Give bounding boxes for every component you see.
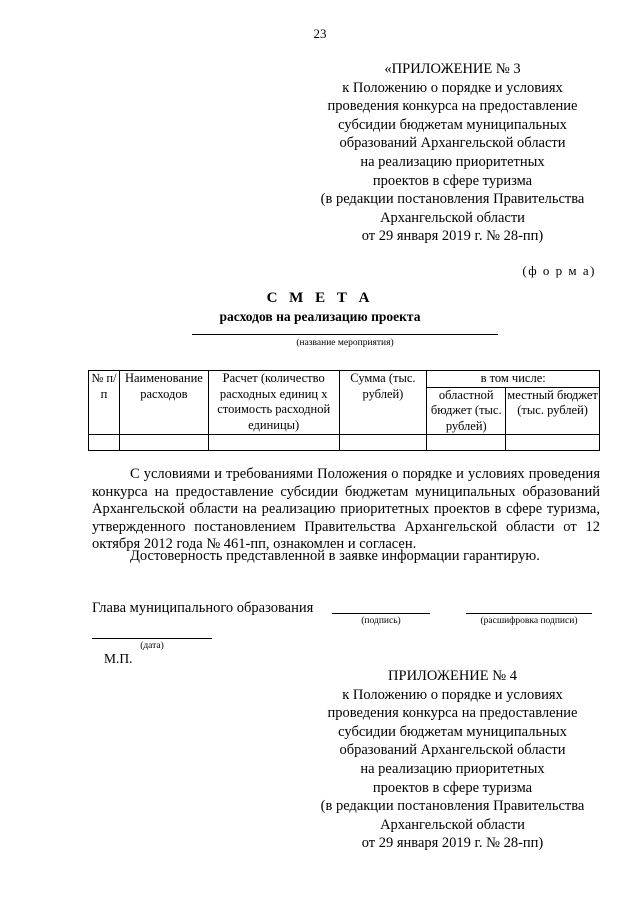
table-cell[interactable] bbox=[89, 435, 120, 451]
appendix-3-line: (в редакции постановления Правительства bbox=[320, 191, 585, 208]
appendix-4-line: проведения конкурса на предоставление bbox=[327, 705, 578, 722]
consent-paragraph: С условиями и требованиями Положения о порядке и условиях проведения конкурса на предоставление субсидии бюджетам муниципальных образований Архангельской области на реализацию приоритетных проектов в сфере туризма, утвержденного постановлением Правительства Архангельской области от 12 октября 2012 года № 461-пп, ознакомлен и согласен. bbox=[92, 466, 600, 553]
appendix-3-line: на реализацию приоритетных bbox=[360, 153, 545, 170]
appendix-3-line: образований Архангельской области bbox=[339, 135, 566, 152]
appendix-3-line: «ПРИЛОЖЕНИЕ № 3 bbox=[384, 61, 521, 77]
header-regional-budget: областной бюджет (тыс. рублей) bbox=[427, 387, 506, 435]
form-label: (ф о р м а) bbox=[522, 263, 596, 278]
event-name-caption: (название мероприятия) bbox=[296, 338, 394, 348]
signature-decode-caption: (расшифровка подписи) bbox=[480, 616, 578, 626]
header-number: № п/п bbox=[89, 371, 120, 435]
table-cell[interactable] bbox=[208, 435, 339, 451]
appendix-3-line: субсидии бюджетам муниципальных bbox=[338, 116, 567, 133]
appendix-4-header bbox=[300, 667, 605, 853]
signature-line[interactable] bbox=[332, 613, 430, 614]
appendix-4-line: от 29 января 2019 г. № 28-пп) bbox=[361, 835, 544, 852]
appendix-3-header bbox=[300, 60, 605, 246]
event-name-line bbox=[192, 334, 498, 335]
appendix-4-line: субсидии бюджетам муниципальных bbox=[338, 723, 567, 740]
date-caption: (дата) bbox=[140, 641, 164, 651]
date-line[interactable] bbox=[92, 638, 212, 639]
appendix-3-line: к Положению о порядке и условиях bbox=[342, 79, 563, 96]
table-cell[interactable] bbox=[119, 435, 208, 451]
appendix-3-line: проектов в сфере туризма bbox=[372, 172, 533, 189]
appendix-4-line: (в редакции постановления Правительства bbox=[320, 798, 585, 815]
appendix-4-line: Архангельской области bbox=[380, 816, 525, 833]
table-cell[interactable] bbox=[506, 435, 600, 451]
page-number: 23 bbox=[313, 26, 327, 41]
head-label: Глава муниципального образования bbox=[92, 600, 314, 616]
stamp-label: М.П. bbox=[104, 651, 133, 666]
table-cell[interactable] bbox=[427, 435, 506, 451]
appendix-3-line: Архангельской области bbox=[380, 209, 525, 226]
estimate-table bbox=[88, 370, 600, 451]
appendix-4-line: образований Архангельской области bbox=[339, 742, 566, 759]
signature-caption: (подпись) bbox=[361, 616, 401, 626]
document-title: С М Е Т А bbox=[266, 290, 374, 306]
signature-decode-line[interactable] bbox=[466, 613, 592, 614]
guarantee-paragraph: Достоверность представленной в заявке информации гарантирую. bbox=[130, 548, 540, 564]
appendix-4-line: к Положению о порядке и условиях bbox=[342, 686, 563, 703]
header-sum: Сумма (тыс. рублей) bbox=[339, 371, 427, 435]
table-cell[interactable] bbox=[339, 435, 427, 451]
header-calculation: Расчет (количество расходных единиц x стоимость расходной единицы) bbox=[208, 371, 339, 435]
header-local-budget: местный бюджет (тыс. рублей) bbox=[506, 387, 600, 435]
appendix-4-line: на реализацию приоритетных bbox=[360, 760, 545, 777]
appendix-3-line: проведения конкурса на предоставление bbox=[327, 98, 578, 115]
appendix-4-line: ПРИЛОЖЕНИЕ № 4 bbox=[388, 668, 517, 684]
header-including: в том числе: bbox=[427, 371, 600, 388]
header-expense-name: Наименование расходов bbox=[119, 371, 208, 435]
table-row bbox=[89, 435, 600, 451]
appendix-3-line: от 29 января 2019 г. № 28-пп) bbox=[361, 228, 544, 245]
appendix-4-line: проектов в сфере туризма bbox=[372, 779, 533, 796]
document-subtitle: расходов на реализацию проекта bbox=[219, 309, 421, 324]
